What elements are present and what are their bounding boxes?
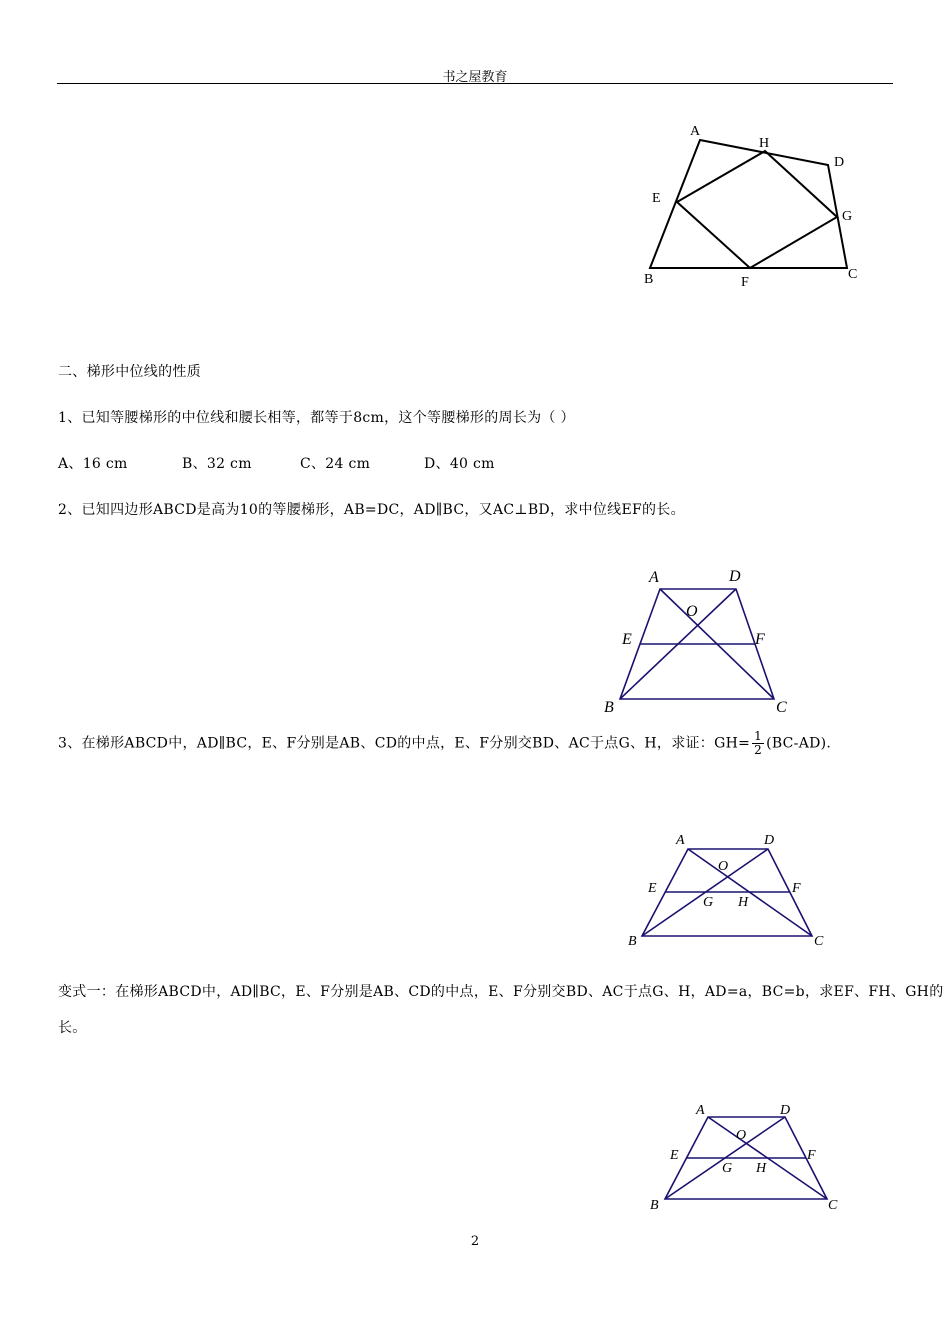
label-g: G xyxy=(703,895,714,910)
page-number: 2 xyxy=(470,1234,480,1249)
quad-efgh xyxy=(677,151,837,268)
label-a: A xyxy=(690,124,701,139)
section-heading: 二、梯形中位线的性质 xyxy=(58,364,201,380)
label-f: F xyxy=(755,631,765,648)
question-3-text-after: (BC-AD). xyxy=(766,735,832,752)
label-e: E xyxy=(652,191,661,206)
header-divider xyxy=(57,83,893,84)
label-d: D xyxy=(729,568,741,585)
figure-trapezoid-2 xyxy=(620,828,840,948)
label-e: E xyxy=(622,631,632,648)
question-1-text: 1、已知等腰梯形的中位线和腰长相等，都等于8cm，这个等腰梯形的周长为（ ） xyxy=(58,410,575,426)
figure-quadrilateral-efgh xyxy=(630,115,880,295)
label-e: E xyxy=(648,881,657,896)
question-3-text-before: 3、在梯形ABCD中，AD∥BC，E、F分别是AB、CD的中点，E、F分别交BD、AC于点G、H，求证：GH= xyxy=(58,735,751,752)
label-h: H xyxy=(756,1161,767,1176)
label-d: D xyxy=(834,155,845,170)
label-a: A xyxy=(696,1103,705,1118)
label-c: C xyxy=(776,699,787,716)
label-b: B xyxy=(650,1198,659,1213)
question-1-option-c: C、24 cm xyxy=(300,456,371,472)
question-1-option-d: D、40 cm xyxy=(424,456,495,472)
question-3-text xyxy=(58,730,831,757)
figure-trapezoid-3 xyxy=(640,1098,850,1218)
label-c: C xyxy=(828,1198,838,1213)
figure-trapezoid-1 xyxy=(600,562,800,716)
label-g: G xyxy=(842,209,853,224)
label-f: F xyxy=(792,881,801,896)
label-f: F xyxy=(807,1148,816,1163)
label-d: D xyxy=(764,833,775,848)
label-a: A xyxy=(676,833,685,848)
label-b: B xyxy=(604,699,614,716)
label-c: C xyxy=(814,934,824,949)
label-f: F xyxy=(741,275,749,290)
label-b: B xyxy=(628,934,637,949)
label-b: B xyxy=(644,272,654,287)
question-2-text: 2、已知四边形ABCD是高为10的等腰梯形，AB=DC，AD∥BC，又AC⊥BD，求中位线EF的长。 xyxy=(58,502,685,518)
question-1-option-a: A、16 cm xyxy=(58,456,128,472)
fraction-one-half xyxy=(752,730,764,757)
question-1-option-b: B、32 cm xyxy=(182,456,252,472)
variant-1-line-2: 长。 xyxy=(58,1020,87,1036)
label-o: O xyxy=(736,1128,747,1143)
variant-1-line-1: 变式一：在梯形ABCD中，AD∥BC，E、F分别是AB、CD的中点，E、F分别交BD、AC于点G、H，AD=a，BC=b，求EF、FH、GH的 xyxy=(58,984,944,1000)
fraction-numerator: 1 xyxy=(754,729,763,743)
label-c: C xyxy=(848,267,858,282)
label-o: O xyxy=(686,603,698,620)
label-d: D xyxy=(780,1103,791,1118)
label-g: G xyxy=(722,1161,733,1176)
page-header-title: 书之屋教育 xyxy=(442,70,508,85)
label-e: E xyxy=(670,1148,679,1163)
label-h: H xyxy=(738,895,749,910)
label-o: O xyxy=(718,859,729,874)
label-h: H xyxy=(759,136,770,151)
fraction-denominator: 2 xyxy=(754,743,763,757)
label-a: A xyxy=(649,569,659,586)
